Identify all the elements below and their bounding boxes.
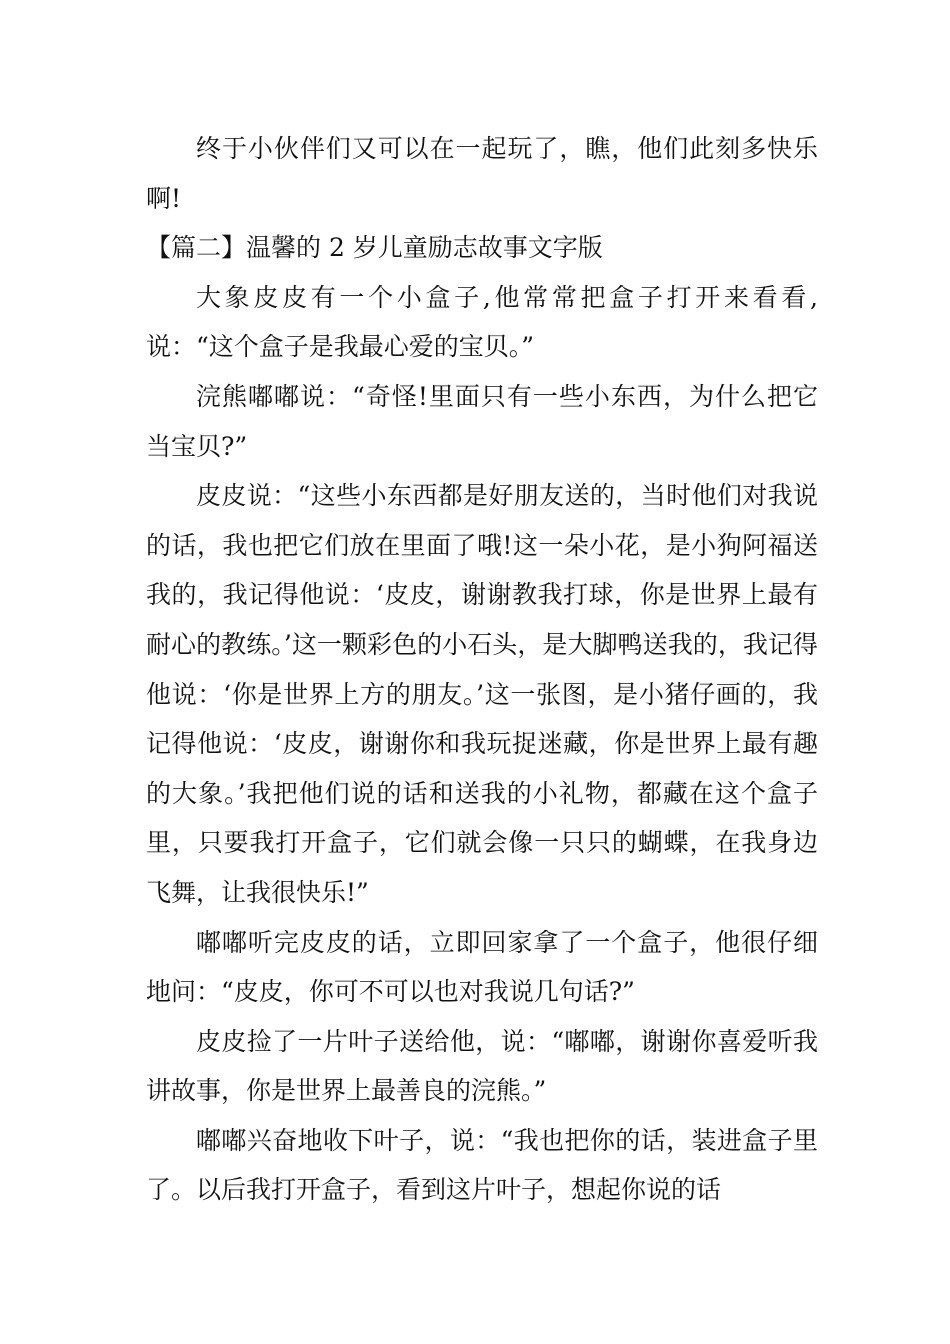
paragraph-1: 大象皮皮有一个小盒子,他常常把盒子打开来看看,说：“这个盒子是我最心爱的宝贝。” bbox=[146, 282, 818, 362]
paragraph-4: 嘟嘟听完皮皮的话，立即回家拿了一个盒子，他很仔细地问：“皮皮，你可不可以也对我说几句话?” bbox=[146, 927, 818, 1007]
section-heading: 【篇二】温馨的 2 岁儿童励志故事文字版 bbox=[146, 233, 603, 263]
paragraph-3: 皮皮说：“这些小东西都是好朋友送的，当时他们对我说的话，我也把它们放在里面了哦!这一朵小花，是小狗阿福送我的，我记得他说：‘皮皮，谢谢教我打球，你是世界上最有耐心的教练。’这一颗彩色的小石头，是大脚鸭送我的，我记得他说：‘你是世界上方的朋友。’这一张图，是小猪仔画的，我记得他说：‘皮皮，谢谢你和我玩捉迷藏，你是世界上最有趣的大象。’我把他们说的话和送我的小礼物，都藏在这个盒子里，只要我打开盒子，它们就会像一只只的蝴蝶，在我身边飞舞，让我很快乐!” bbox=[146, 481, 818, 907]
paragraph-6: 嘟嘟兴奋地收下叶子，说：“我也把你的话，装进盒子里了。以后我打开盒子，看到这片叶子，想起你说的话 bbox=[146, 1125, 818, 1205]
paragraph-2: 浣熊嘟嘟说：“奇怪!里面只有一些小东西，为什么把它当宝贝?” bbox=[146, 381, 818, 461]
document-body bbox=[146, 124, 818, 1215]
paragraph-closing: 终于小伙伴们又可以在一起玩了，瞧，他们此刻多快乐啊! bbox=[146, 134, 818, 213]
paragraph-5: 皮皮捡了一片叶子送给他，说：“嘟嘟，谢谢你喜爱听我讲故事，你是世界上最善良的浣熊。” bbox=[146, 1026, 818, 1106]
